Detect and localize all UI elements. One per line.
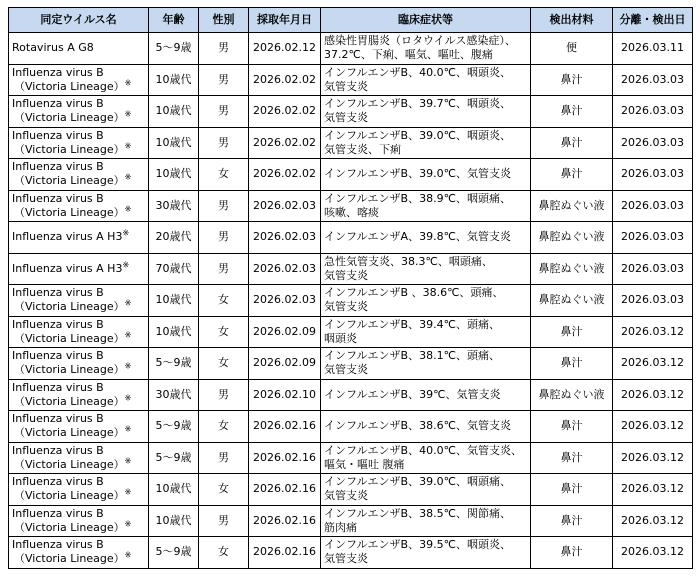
specimen-cell: 鼻腔ぬぐい液 [531, 190, 613, 222]
clinical-symptoms-cell [321, 33, 531, 65]
virus-name-text: Influenza virus B [12, 286, 104, 300]
clinical-symptoms-cell [321, 348, 531, 380]
table-row [9, 127, 693, 159]
specimen-cell: 鼻腔ぬぐい液 [531, 253, 613, 285]
clinical-symptoms-cell [321, 159, 531, 191]
virus-name-text: Rotavirus A G8 [12, 41, 94, 55]
symptoms-line: インフルエンザB、38.6℃、気管支炎 [324, 419, 511, 433]
age-cell: 30歳代 [149, 379, 199, 411]
virus-name-text: （Victoria Lineage） [14, 111, 125, 125]
virus-name-text: Influenza virus A H3 [12, 230, 123, 244]
virus-name-cell [9, 159, 149, 191]
symptoms-line: インフルエンザB、39.0℃、咽頭痛、 [324, 475, 511, 489]
age-cell: 5〜9歳 [149, 442, 199, 474]
sex-cell: 女 [199, 348, 249, 380]
symptoms-line: インフルエンザB、39.0℃、気管支炎 [324, 167, 511, 181]
symptoms-line: 気管支炎 [324, 268, 368, 282]
virus-name-text: （Victoria Lineage） [14, 142, 125, 156]
footnote-mark: ※ [124, 109, 132, 119]
symptoms-line: 気管支炎 [324, 363, 368, 377]
clinical-symptoms-cell [321, 411, 531, 443]
age-cell: 70歳代 [149, 253, 199, 285]
sex-cell: 男 [199, 96, 249, 128]
sex-cell: 男 [199, 33, 249, 65]
age-cell: 5〜9歳 [149, 537, 199, 569]
specimen-cell: 鼻汁 [531, 411, 613, 443]
virus-name-text: Influenza virus B [12, 475, 104, 489]
symptoms-line: 筋肉痛 [324, 520, 357, 534]
sex-cell: 男 [199, 222, 249, 254]
sex-cell: 男 [199, 127, 249, 159]
virus-name-line [12, 300, 145, 314]
header-sex: 性別 [199, 8, 249, 33]
header-collection-date: 採取年月日 [249, 8, 321, 33]
table-row [9, 474, 693, 506]
footnote-mark: ※ [124, 172, 132, 182]
symptoms-line: 感染性胃腸炎（ロタウイルス感染症）、 [324, 34, 516, 48]
virus-name-line [12, 552, 145, 566]
detection-date-cell: 2026.03.03 [613, 96, 693, 128]
specimen-cell: 便 [531, 33, 613, 65]
symptoms-line: 37.2℃、下痢、嘔気、嘔吐、腹痛 [324, 48, 493, 62]
detection-date-cell: 2026.03.03 [613, 159, 693, 191]
sex-cell: 男 [199, 64, 249, 96]
virus-name-text: Influenza virus B [12, 380, 104, 394]
age-cell: 10歳代 [149, 64, 199, 96]
detection-date-cell: 2026.03.12 [613, 505, 693, 537]
clinical-symptoms-cell [321, 474, 531, 506]
table-row [9, 96, 693, 128]
symptoms-line: 気管支炎 [324, 111, 368, 125]
detection-date-cell: 2026.03.03 [613, 64, 693, 96]
table-row [9, 159, 693, 191]
symptoms-line: インフルエンザB、39.7℃、咽頭炎、 [324, 97, 511, 111]
virus-name-cell [9, 474, 149, 506]
detection-date-cell: 2026.03.12 [613, 379, 693, 411]
virus-name-text: Influenza virus B [12, 538, 104, 552]
collection-date-cell: 2026.02.02 [249, 96, 321, 128]
clinical-symptoms-cell [321, 96, 531, 128]
virus-name-cell [9, 253, 149, 285]
age-cell: 10歳代 [149, 285, 199, 317]
symptoms-line: インフルエンザB、38.1℃、頭痛、 [324, 349, 500, 363]
detection-date-cell: 2026.03.03 [613, 253, 693, 285]
age-cell: 10歳代 [149, 127, 199, 159]
virus-name-line [12, 143, 145, 157]
sex-cell: 男 [199, 190, 249, 222]
footnote-mark: ※ [124, 78, 132, 88]
symptoms-line: インフルエンザB、40.0℃、咽頭炎、 [324, 65, 511, 79]
detection-date-cell: 2026.03.12 [613, 348, 693, 380]
virus-name-text: Influenza virus B [12, 506, 104, 520]
virus-detection-table-wrapper [8, 7, 693, 569]
virus-name-text: Influenza virus B [12, 128, 104, 142]
specimen-cell: 鼻汁 [531, 505, 613, 537]
virus-name-cell [9, 316, 149, 348]
collection-date-cell: 2026.02.16 [249, 537, 321, 569]
clinical-symptoms-cell [321, 442, 531, 474]
virus-name-cell [9, 285, 149, 317]
table-row [9, 33, 693, 65]
footnote-mark: ※ [124, 519, 132, 529]
virus-name-text: （Victoria Lineage） [14, 394, 125, 408]
clinical-symptoms-cell [321, 316, 531, 348]
age-cell: 30歳代 [149, 190, 199, 222]
header-row [9, 8, 693, 33]
virus-name-line [12, 174, 145, 188]
symptoms-line: インフルエンザB 、38.6℃、頭痛、 [324, 286, 504, 300]
detection-date-cell: 2026.03.03 [613, 190, 693, 222]
footnote-mark: ※ [122, 228, 130, 238]
age-cell: 10歳代 [149, 159, 199, 191]
detection-date-cell: 2026.03.12 [613, 442, 693, 474]
sex-cell: 男 [199, 379, 249, 411]
specimen-cell: 鼻汁 [531, 96, 613, 128]
collection-date-cell: 2026.02.03 [249, 190, 321, 222]
symptoms-line: 咽頭炎 [324, 331, 357, 345]
virus-name-line [12, 332, 145, 346]
specimen-cell: 鼻腔ぬぐい液 [531, 379, 613, 411]
table-row [9, 505, 693, 537]
table-row [9, 348, 693, 380]
footnote-mark: ※ [124, 393, 132, 403]
symptoms-line: 気管支炎 [324, 79, 368, 93]
collection-date-cell: 2026.02.12 [249, 33, 321, 65]
virus-name-cell [9, 411, 149, 443]
header-clinical-symptoms: 臨床症状等 [321, 8, 531, 33]
symptoms-line: インフルエンザB、39.4℃、頭痛、 [324, 317, 500, 331]
clinical-symptoms-cell [321, 222, 531, 254]
footnote-mark: ※ [124, 550, 132, 560]
virus-detection-table [8, 7, 693, 569]
sex-cell: 女 [199, 159, 249, 191]
virus-name-line [12, 80, 145, 94]
age-cell: 20歳代 [149, 222, 199, 254]
collection-date-cell: 2026.02.09 [249, 348, 321, 380]
collection-date-cell: 2026.02.03 [249, 285, 321, 317]
age-cell: 5〜9歳 [149, 33, 199, 65]
specimen-cell: 鼻汁 [531, 474, 613, 506]
sex-cell: 男 [199, 253, 249, 285]
collection-date-cell: 2026.02.16 [249, 411, 321, 443]
table-row [9, 442, 693, 474]
header-specimen: 検出材料 [531, 8, 613, 33]
virus-name-text: （Victoria Lineage） [14, 205, 125, 219]
collection-date-cell: 2026.02.09 [249, 316, 321, 348]
sex-cell: 男 [199, 442, 249, 474]
table-row [9, 379, 693, 411]
collection-date-cell: 2026.02.10 [249, 379, 321, 411]
virus-name-line [12, 262, 145, 276]
specimen-cell: 鼻汁 [531, 316, 613, 348]
symptoms-line: インフルエンザB、39.5℃、咽頭炎、 [324, 538, 511, 552]
collection-date-cell: 2026.02.16 [249, 474, 321, 506]
header-age: 年齢 [149, 8, 199, 33]
clinical-symptoms-cell [321, 537, 531, 569]
symptoms-line: 嘔気・嘔吐 腹痛 [324, 457, 405, 471]
collection-date-cell: 2026.02.03 [249, 222, 321, 254]
virus-name-line [12, 395, 145, 409]
footnote-mark: ※ [124, 456, 132, 466]
footnote-mark: ※ [124, 361, 132, 371]
virus-name-line [12, 206, 145, 220]
sex-cell: 女 [199, 537, 249, 569]
virus-name-line [12, 41, 145, 55]
specimen-cell: 鼻腔ぬぐい液 [531, 285, 613, 317]
footnote-mark: ※ [124, 204, 132, 214]
sex-cell: 男 [199, 505, 249, 537]
virus-name-text: （Victoria Lineage） [14, 79, 125, 93]
table-body [9, 33, 693, 569]
clinical-symptoms-cell [321, 379, 531, 411]
detection-date-cell: 2026.03.12 [613, 316, 693, 348]
table-row [9, 316, 693, 348]
virus-name-cell [9, 190, 149, 222]
sex-cell: 女 [199, 316, 249, 348]
virus-name-cell [9, 96, 149, 128]
virus-name-text: Influenza virus B [12, 412, 104, 426]
collection-date-cell: 2026.02.16 [249, 442, 321, 474]
footnote-mark: ※ [124, 330, 132, 340]
virus-name-cell [9, 505, 149, 537]
sex-cell: 女 [199, 285, 249, 317]
detection-date-cell: 2026.03.03 [613, 285, 693, 317]
symptoms-line: インフルエンザB、38.5℃、関節痛、 [324, 506, 511, 520]
virus-name-text: （Victoria Lineage） [14, 331, 125, 345]
age-cell: 10歳代 [149, 316, 199, 348]
specimen-cell: 鼻汁 [531, 442, 613, 474]
virus-name-text: （Victoria Lineage） [14, 489, 125, 503]
table-row [9, 222, 693, 254]
clinical-symptoms-cell [321, 505, 531, 537]
virus-name-line [12, 458, 145, 472]
table-row [9, 64, 693, 96]
sex-cell: 女 [199, 474, 249, 506]
age-cell: 5〜9歳 [149, 348, 199, 380]
detection-date-cell: 2026.03.12 [613, 474, 693, 506]
virus-name-cell [9, 64, 149, 96]
clinical-symptoms-cell [321, 127, 531, 159]
table-row [9, 190, 693, 222]
virus-name-cell [9, 537, 149, 569]
detection-date-cell: 2026.03.03 [613, 127, 693, 159]
virus-name-text: （Victoria Lineage） [14, 363, 125, 377]
collection-date-cell: 2026.02.02 [249, 64, 321, 96]
footnote-mark: ※ [124, 487, 132, 497]
virus-name-cell [9, 442, 149, 474]
virus-name-text: （Victoria Lineage） [14, 457, 125, 471]
footnote-mark: ※ [122, 260, 130, 270]
virus-name-line [12, 426, 145, 440]
symptoms-line: 気管支炎 [324, 552, 368, 566]
collection-date-cell: 2026.02.03 [249, 253, 321, 285]
virus-name-text: Influenza virus B [12, 349, 104, 363]
symptoms-line: インフルエンザB、40.0℃、気管支炎、 [324, 443, 522, 457]
virus-name-line [12, 489, 145, 503]
age-cell: 10歳代 [149, 505, 199, 537]
virus-name-text: Influenza virus B [12, 191, 104, 205]
virus-name-line [12, 111, 145, 125]
clinical-symptoms-cell [321, 64, 531, 96]
virus-name-cell [9, 379, 149, 411]
virus-name-text: Influenza virus B [12, 443, 104, 457]
symptoms-line: 急性気管支炎、38.3℃、咽頭痛、 [324, 254, 493, 268]
virus-name-cell [9, 33, 149, 65]
table-row [9, 285, 693, 317]
clinical-symptoms-cell [321, 190, 531, 222]
table-row [9, 537, 693, 569]
virus-name-line [12, 363, 145, 377]
specimen-cell: 鼻腔ぬぐい液 [531, 222, 613, 254]
collection-date-cell: 2026.02.02 [249, 159, 321, 191]
header-virus-name: 同定ウイルス名 [9, 8, 149, 33]
specimen-cell: 鼻汁 [531, 159, 613, 191]
symptoms-line: 気管支炎、下痢 [324, 142, 401, 156]
virus-name-line [12, 521, 145, 535]
header-detection-date: 分離・検出日 [613, 8, 693, 33]
footnote-mark: ※ [124, 424, 132, 434]
age-cell: 10歳代 [149, 96, 199, 128]
symptoms-line: 咳嗽、喀痰 [324, 205, 379, 219]
sex-cell: 女 [199, 411, 249, 443]
clinical-symptoms-cell [321, 285, 531, 317]
symptoms-line: 気管支炎 [324, 300, 368, 314]
table-row [9, 411, 693, 443]
symptoms-line: インフルエンザB、39℃、気管支炎 [324, 387, 501, 401]
virus-name-text: （Victoria Lineage） [14, 520, 125, 534]
specimen-cell: 鼻汁 [531, 537, 613, 569]
table-header [9, 8, 693, 33]
symptoms-line: 気管支炎 [324, 489, 368, 503]
virus-name-text: Influenza virus B [12, 160, 104, 174]
virus-name-cell [9, 127, 149, 159]
age-cell: 10歳代 [149, 474, 199, 506]
virus-name-cell [9, 222, 149, 254]
virus-name-line [12, 230, 145, 244]
detection-date-cell: 2026.03.03 [613, 222, 693, 254]
virus-name-text: （Victoria Lineage） [14, 552, 125, 566]
virus-name-text: （Victoria Lineage） [14, 426, 125, 440]
specimen-cell: 鼻汁 [531, 127, 613, 159]
detection-date-cell: 2026.03.11 [613, 33, 693, 65]
virus-name-cell [9, 348, 149, 380]
age-cell: 5〜9歳 [149, 411, 199, 443]
clinical-symptoms-cell [321, 253, 531, 285]
symptoms-line: インフルエンザB、39.0℃、咽頭炎、 [324, 128, 511, 142]
virus-name-text: （Victoria Lineage） [14, 300, 125, 314]
specimen-cell: 鼻汁 [531, 64, 613, 96]
virus-name-text: Influenza virus B [12, 65, 104, 79]
virus-name-text: （Victoria Lineage） [14, 174, 125, 188]
detection-date-cell: 2026.03.12 [613, 537, 693, 569]
footnote-mark: ※ [124, 298, 132, 308]
virus-name-text: Influenza virus B [12, 97, 104, 111]
symptoms-line: インフルエンザB、38.9℃、咽頭痛、 [324, 191, 511, 205]
virus-name-text: Influenza virus A H3 [12, 261, 123, 275]
specimen-cell: 鼻汁 [531, 348, 613, 380]
virus-name-text: Influenza virus B [12, 317, 104, 331]
symptoms-line: インフルエンザA、39.8℃、気管支炎 [324, 230, 511, 244]
collection-date-cell: 2026.02.02 [249, 127, 321, 159]
collection-date-cell: 2026.02.16 [249, 505, 321, 537]
detection-date-cell: 2026.03.12 [613, 411, 693, 443]
footnote-mark: ※ [124, 141, 132, 151]
table-row [9, 253, 693, 285]
